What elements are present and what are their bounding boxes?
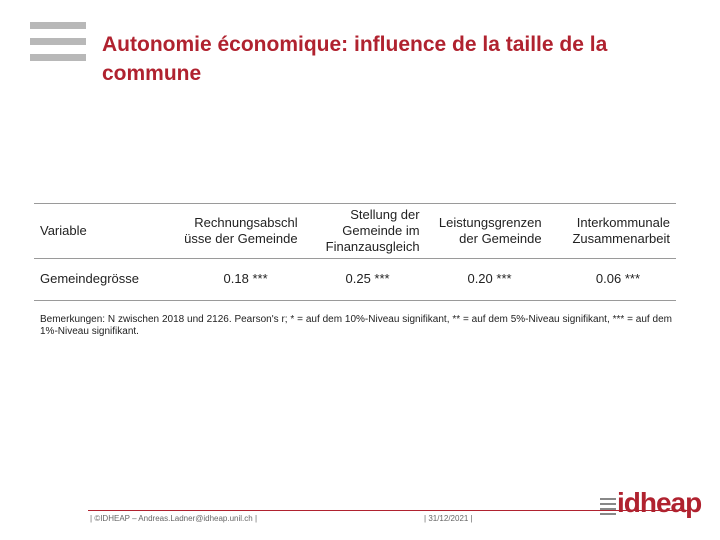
table-cell-value: 0.18 *** (223, 271, 268, 286)
results-table (34, 203, 676, 301)
footer-date: 31/12/2021 (428, 514, 469, 523)
footer-date-block (424, 514, 473, 523)
footer-separator: | (254, 514, 258, 523)
table-cell-value: 0.20 *** (467, 271, 512, 286)
column-header-variable: Variable (40, 223, 87, 238)
table-row (34, 259, 676, 301)
menu-bars-icon (30, 22, 86, 70)
table-cell-value: 0.06 *** (595, 271, 640, 286)
column-header-finanzausgleich: Stellung der Gemeinde im Finanzausgleich (325, 207, 420, 254)
table-cell-value: 0.25 *** (345, 271, 390, 286)
footer-copyright: ©IDHEAP – Andreas.Ladner@idheap.unil.ch (94, 514, 253, 523)
slide-title: Autonomie économique: influence de la taille de la commune (102, 33, 608, 85)
decor-bar (30, 38, 86, 45)
column-header-zusammenarbeit: Interkommunale Zusammenarbeit (572, 215, 670, 246)
row-label: Gemeindegrösse (40, 271, 139, 286)
footer-separator: | (90, 514, 93, 523)
decor-bar (30, 54, 86, 61)
table-header-row (34, 204, 676, 259)
footer-copyright-block (90, 514, 257, 523)
footer-separator: | (470, 514, 473, 523)
logo-lines-icon (600, 498, 616, 518)
idheap-logo (600, 487, 702, 521)
footer-divider (88, 510, 688, 511)
column-header-leistungsgrenzen: Leistungsgrenzen der Gemeinde (438, 215, 542, 246)
footer-separator: | (424, 514, 427, 523)
decor-bar (30, 22, 86, 29)
logo-text: idheap (617, 487, 702, 518)
column-header-rechnungsabschluesse: Rechnungsabschl üsse der Gemeinde (184, 215, 298, 246)
table-remarks: Bemerkungen: N zwischen 2018 und 2126. Pearson's r; * = auf dem 10%-Niveau signifikant, ** = auf dem 5%-Niveau signifikant, *** = auf dem 1%-Niveau signifikant. (40, 314, 672, 337)
